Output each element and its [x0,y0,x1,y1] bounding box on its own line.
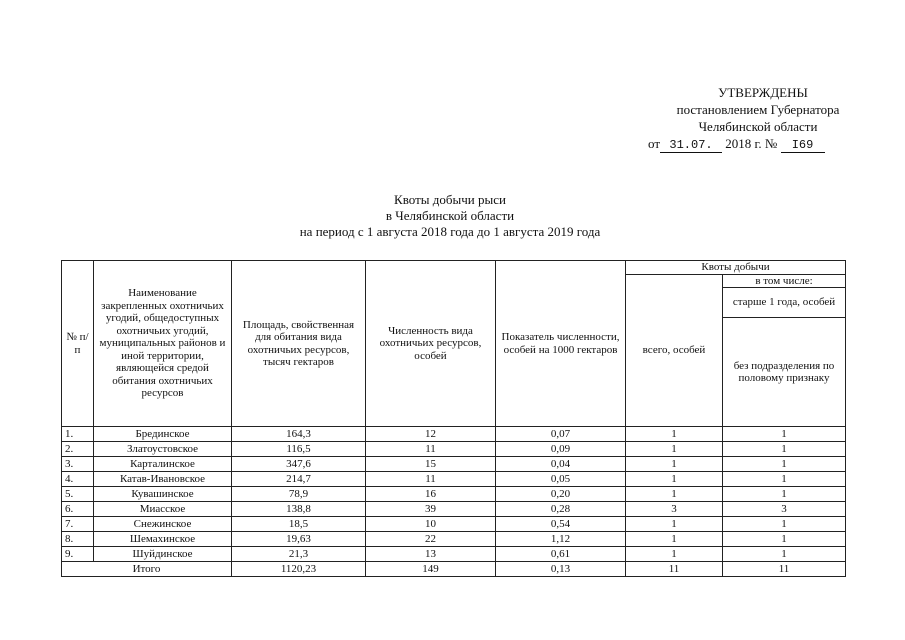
cell-total: 3 [626,502,723,517]
cell-population: 39 [366,502,496,517]
total-area: 1120,23 [232,562,366,577]
title-line-2: в Челябинской области [385,208,515,223]
approval-from-label: от [648,136,661,151]
cell-older: 1 [723,457,846,472]
approval-date: 31.07. [660,139,722,153]
approval-date-line [640,135,850,153]
cell-num: 1. [62,427,94,442]
cell-num: 6. [62,502,94,517]
header-density: Показатель численности, особей на 1000 гектаров [496,261,626,427]
cell-density: 0,07 [496,427,626,442]
approval-number: I69 [781,139,825,153]
total-label: Итого [62,562,232,577]
cell-name: Шемахинское [94,532,232,547]
cell-total: 1 [626,442,723,457]
approval-stamp [640,84,850,153]
cell-area: 21,3 [232,547,366,562]
cell-name: Шуйдинское [94,547,232,562]
cell-population: 22 [366,532,496,547]
cell-population: 16 [366,487,496,502]
total-row [62,562,846,577]
approval-heading: УТВЕРЖДЕНЫ [718,85,808,100]
cell-area: 138,8 [232,502,366,517]
cell-name: Кувашинское [94,487,232,502]
total-older: 11 [723,562,846,577]
cell-name: Карталинское [94,457,232,472]
cell-older: 3 [723,502,846,517]
cell-total: 1 [626,472,723,487]
table-row [62,502,846,517]
cell-older: 1 [723,487,846,502]
table-row [62,517,846,532]
cell-older: 1 [723,442,846,457]
table-row [62,547,846,562]
cell-num: 2. [62,442,94,457]
header-total: всего, особей [626,274,723,427]
cell-population: 11 [366,472,496,487]
cell-total: 1 [626,487,723,502]
quota-table-body [62,261,846,577]
header-including: в том числе: [723,274,846,288]
cell-density: 0,09 [496,442,626,457]
cell-density: 0,05 [496,472,626,487]
cell-total: 1 [626,532,723,547]
header-population: Численность вида охотничьих ресурсов, особей [366,261,496,427]
cell-area: 18,5 [232,517,366,532]
table-row [62,427,846,442]
header-older: старше 1 года, особей [723,288,846,318]
header-name: Наименование закрепленных охотничьих угодий, общедоступных охотничьих угодий, муниципальных районов и иной территории, являющейся средой обитания охотничьих ресурсов [94,261,232,427]
cell-population: 15 [366,457,496,472]
cell-population: 11 [366,442,496,457]
cell-older: 1 [723,532,846,547]
cell-density: 0,20 [496,487,626,502]
cell-name: Катав-Ивановское [94,472,232,487]
cell-num: 9. [62,547,94,562]
table-row [62,442,846,457]
cell-num: 7. [62,517,94,532]
table-row [62,457,846,472]
cell-area: 19,63 [232,532,366,547]
table-row [62,472,846,487]
cell-area: 347,6 [232,457,366,472]
cell-density: 0,61 [496,547,626,562]
cell-num: 3. [62,457,94,472]
header-quota-group: Квоты добычи [626,261,846,275]
total-quota: 11 [626,562,723,577]
cell-area: 214,7 [232,472,366,487]
cell-area: 164,3 [232,427,366,442]
cell-older: 1 [723,427,846,442]
table-row [62,532,846,547]
cell-density: 1,12 [496,532,626,547]
cell-name: Златоустовское [94,442,232,457]
title-line-1: Квоты добычи рыси [394,192,506,207]
cell-total: 1 [626,517,723,532]
header-area: Площадь, свойственная для обитания вида охотничьих ресурсов, тысяч гектаров [232,261,366,427]
cell-total: 1 [626,547,723,562]
approval-line-region: Челябинской области [698,119,818,134]
cell-density: 0,28 [496,502,626,517]
cell-area: 78,9 [232,487,366,502]
cell-name: Брединское [94,427,232,442]
cell-population: 12 [366,427,496,442]
cell-area: 116,5 [232,442,366,457]
cell-name: Снежинское [94,517,232,532]
cell-density: 0,04 [496,457,626,472]
cell-population: 10 [366,517,496,532]
cell-name: Миасское [94,502,232,517]
title-line-3: на период с 1 августа 2018 года до 1 августа 2019 года [299,224,601,239]
cell-density: 0,54 [496,517,626,532]
cell-older: 1 [723,517,846,532]
cell-total: 1 [626,427,723,442]
cell-population: 13 [366,547,496,562]
document-title [200,192,700,240]
header-num: № п/п [62,261,94,427]
quota-table [61,260,846,577]
header-no-sex: без подразделения по половому признаку [723,318,846,427]
cell-older: 1 [723,472,846,487]
cell-older: 1 [723,547,846,562]
approval-year-text: 2018 г. № [725,136,778,151]
cell-total: 1 [626,457,723,472]
cell-num: 5. [62,487,94,502]
table-row [62,487,846,502]
cell-num: 8. [62,532,94,547]
total-population: 149 [366,562,496,577]
approval-line-decree: постановлением Губернатора [676,102,840,117]
total-density: 0,13 [496,562,626,577]
cell-num: 4. [62,472,94,487]
